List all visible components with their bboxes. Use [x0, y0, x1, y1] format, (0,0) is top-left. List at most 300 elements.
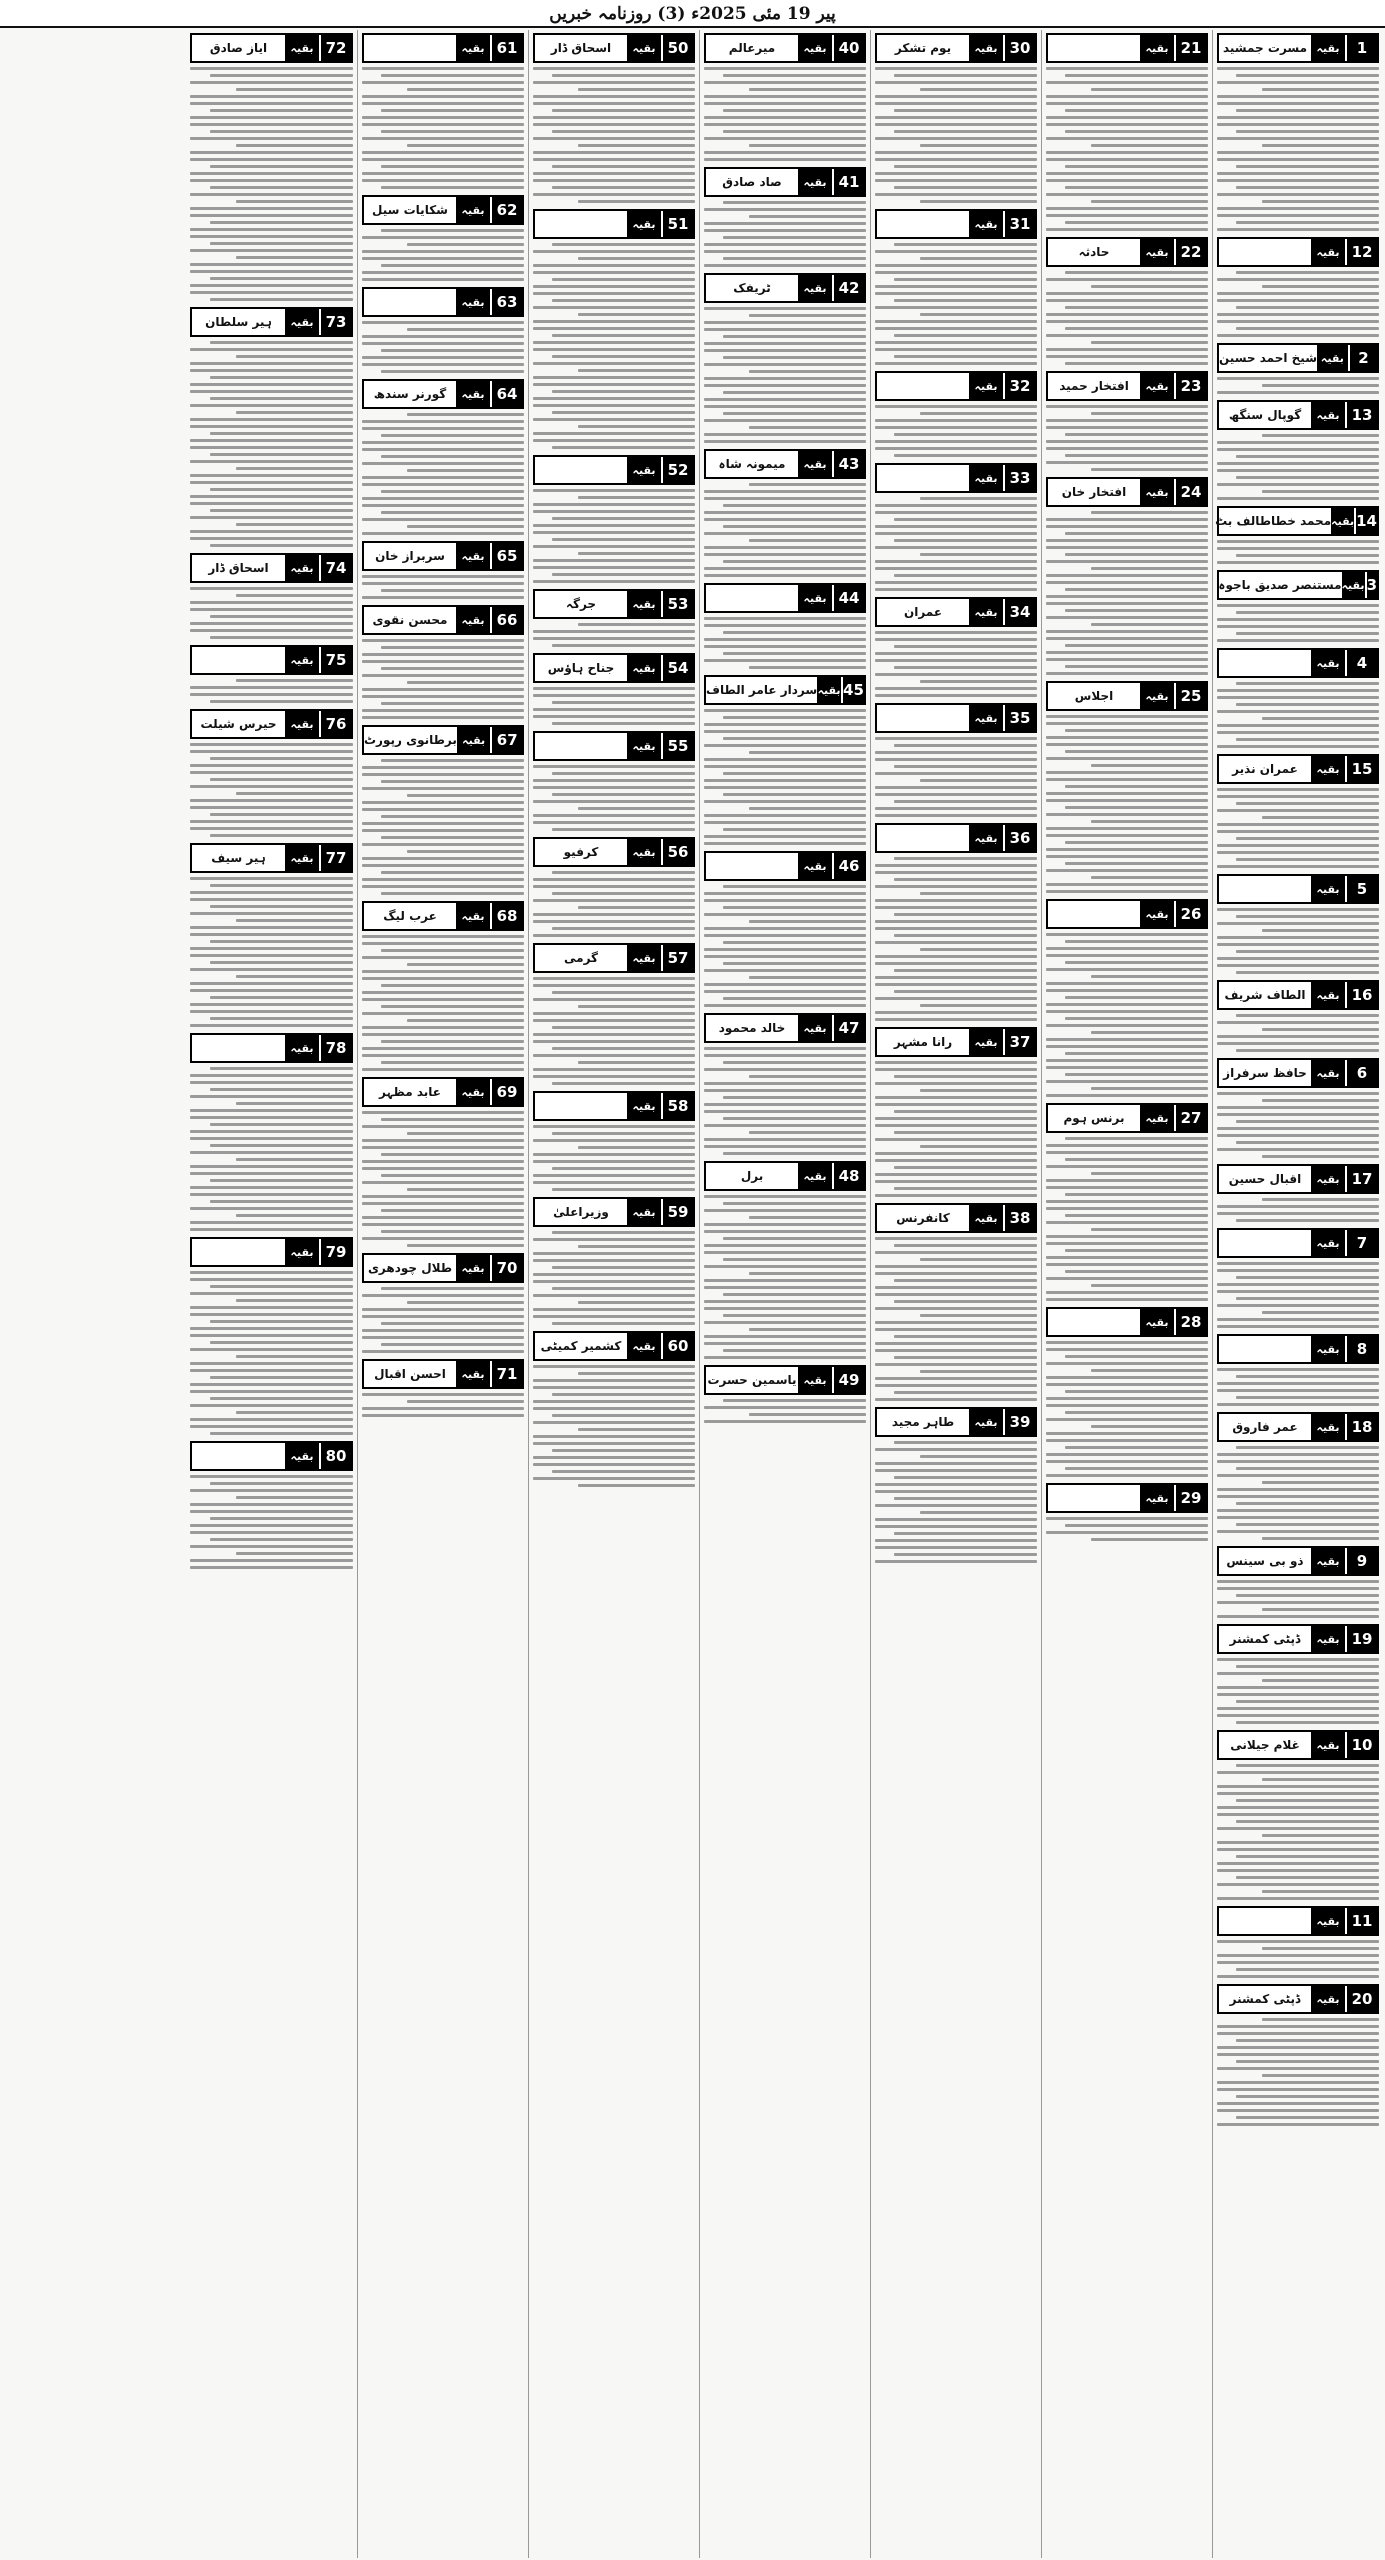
text-line	[704, 948, 866, 951]
text-line	[704, 243, 866, 246]
text-line	[875, 1448, 1037, 1451]
text-line	[1217, 788, 1379, 791]
continuation-block	[875, 209, 1037, 365]
text-line	[920, 412, 1037, 415]
text-line	[704, 709, 866, 712]
continuation-title: افتخار خان	[1061, 485, 1127, 499]
body-text	[704, 1399, 866, 1423]
text-line	[894, 454, 1037, 457]
continuation-number: 3	[1367, 572, 1377, 598]
text-line	[875, 1518, 1037, 1521]
text-line	[1217, 1658, 1379, 1661]
continuation-title: جرگہ	[565, 597, 597, 611]
text-line	[894, 969, 1037, 972]
text-line	[1217, 809, 1379, 812]
continuation-number: 31	[1005, 211, 1035, 237]
text-line	[407, 525, 524, 528]
text-line	[533, 1386, 695, 1389]
text-line	[875, 673, 1037, 676]
text-line	[210, 1517, 353, 1520]
text-line	[190, 530, 353, 533]
text-line	[1217, 151, 1379, 154]
text-line	[875, 179, 1037, 182]
baqia-label: بقیہ	[1311, 1414, 1347, 1440]
text-line	[190, 67, 353, 70]
text-line	[704, 532, 866, 535]
text-line	[894, 1391, 1037, 1394]
text-line	[362, 95, 524, 98]
text-line	[1065, 327, 1208, 330]
text-line	[552, 1449, 695, 1452]
text-line	[1065, 1270, 1208, 1273]
text-line	[723, 1096, 866, 1099]
baqia-label: بقیہ	[1311, 402, 1347, 428]
continuation-number: 45	[843, 677, 864, 703]
text-line	[875, 158, 1037, 161]
text-line	[875, 694, 1037, 697]
text-line	[210, 242, 353, 245]
text-line	[1046, 651, 1208, 654]
text-line	[362, 1294, 524, 1297]
text-line	[704, 1047, 866, 1050]
text-line	[552, 1082, 695, 1085]
text-line	[875, 899, 1037, 902]
text-line	[533, 292, 695, 295]
text-line	[1217, 844, 1379, 847]
continuation-block	[533, 1197, 695, 1325]
text-line	[210, 778, 353, 781]
text-line	[1065, 362, 1208, 365]
text-line	[362, 808, 524, 811]
text-line	[362, 596, 524, 599]
text-line	[190, 1271, 353, 1274]
text-line	[362, 1139, 524, 1142]
text-line	[190, 1475, 353, 1478]
text-line	[1217, 1714, 1379, 1717]
text-line	[1065, 785, 1208, 788]
baqia-label: بقیہ	[1311, 876, 1347, 902]
text-line	[723, 1237, 866, 1240]
text-line	[894, 109, 1037, 112]
continuation-number: 54	[663, 655, 693, 681]
text-line	[704, 1342, 866, 1345]
text-line	[533, 1174, 695, 1177]
body-text	[533, 623, 695, 647]
text-line	[1046, 1242, 1208, 1245]
text-line	[1236, 165, 1379, 168]
text-line	[210, 813, 353, 816]
continuation-title	[1219, 1908, 1311, 1934]
text-line	[875, 1180, 1037, 1183]
text-line	[1217, 193, 1379, 196]
continuation-number: 66	[492, 607, 522, 633]
text-line	[1046, 419, 1208, 422]
text-line	[704, 1124, 866, 1127]
text-line	[552, 871, 695, 874]
text-line	[875, 758, 1037, 761]
text-line	[1065, 644, 1208, 647]
text-line	[533, 1238, 695, 1241]
text-line	[1046, 581, 1208, 584]
text-line	[1236, 611, 1379, 614]
text-line	[362, 857, 524, 860]
text-line	[210, 544, 353, 547]
continuation-block	[362, 33, 524, 189]
text-line	[1217, 2053, 1379, 2056]
text-line	[894, 1497, 1037, 1500]
text-line	[362, 1237, 524, 1240]
text-line	[1217, 448, 1379, 451]
text-line	[1262, 2074, 1379, 2077]
text-line	[1217, 81, 1379, 84]
text-line	[236, 1355, 353, 1358]
text-line	[362, 483, 524, 486]
text-line	[362, 321, 524, 324]
body-text	[1046, 1341, 1208, 1477]
text-line	[1217, 1672, 1379, 1675]
text-line	[723, 906, 866, 909]
text-line	[190, 1425, 353, 1428]
baqia-label: بقیہ	[969, 825, 1005, 851]
text-line	[875, 1194, 1037, 1197]
text-line	[1217, 1488, 1379, 1491]
text-line	[1217, 469, 1379, 472]
text-line	[1091, 623, 1208, 626]
text-line	[1065, 1073, 1208, 1076]
continuation-title: جناح ہاؤس	[547, 661, 615, 675]
baqia-label: بقیہ	[1311, 1626, 1347, 1652]
text-line	[533, 383, 695, 386]
continuation-block	[704, 1013, 866, 1155]
continuation-block	[362, 901, 524, 1071]
text-line	[362, 1068, 524, 1071]
text-line	[875, 588, 1037, 591]
text-line	[190, 481, 353, 484]
text-line	[1065, 1467, 1208, 1470]
text-line	[210, 1432, 353, 1435]
text-line	[362, 420, 524, 423]
text-line	[533, 1308, 695, 1311]
text-line	[704, 1138, 866, 1141]
text-line	[533, 327, 695, 330]
text-line	[190, 516, 353, 519]
continuation-number: 8	[1347, 1336, 1377, 1362]
text-line	[1217, 158, 1379, 161]
text-line	[1217, 1862, 1379, 1865]
body-text	[362, 229, 524, 281]
text-line	[533, 934, 695, 937]
text-line	[1217, 102, 1379, 105]
continuation-header	[362, 541, 524, 571]
body-text	[875, 631, 1037, 697]
text-line	[1065, 306, 1208, 309]
text-line	[1217, 1092, 1379, 1095]
continuation-block	[1046, 1103, 1208, 1301]
baqia-label: بقیہ	[456, 903, 492, 929]
text-line	[190, 1369, 353, 1372]
text-line	[1217, 1205, 1379, 1208]
text-line	[190, 1137, 353, 1140]
text-line	[1262, 1947, 1379, 1950]
text-line	[704, 1244, 866, 1247]
text-line	[875, 193, 1037, 196]
text-line	[1046, 334, 1208, 337]
text-line	[875, 264, 1037, 267]
continuation-title	[1048, 35, 1140, 61]
text-line	[1046, 813, 1208, 816]
body-text	[1217, 682, 1379, 748]
text-line	[210, 509, 353, 512]
text-line	[190, 193, 353, 196]
body-text	[190, 679, 353, 703]
text-line	[1065, 806, 1208, 809]
baqia-label: بقیہ	[969, 373, 1005, 399]
text-line	[1046, 933, 1208, 936]
text-line	[1236, 271, 1379, 274]
body-text	[875, 1441, 1037, 1563]
text-line	[723, 560, 866, 563]
text-line	[875, 652, 1037, 655]
body-text	[704, 709, 866, 845]
text-line	[875, 504, 1037, 507]
text-line	[1046, 214, 1208, 217]
text-line	[704, 250, 866, 253]
text-line	[362, 1026, 524, 1029]
text-line	[381, 511, 524, 514]
continuation-block	[875, 463, 1037, 591]
body-text	[1217, 604, 1379, 642]
text-line	[533, 559, 695, 562]
text-line	[533, 1019, 695, 1022]
text-line	[210, 186, 353, 189]
text-line	[362, 1350, 524, 1353]
text-line	[1217, 1897, 1379, 1900]
text-line	[1217, 441, 1379, 444]
text-line	[533, 1012, 695, 1015]
baqia-label: بقیہ	[456, 543, 492, 569]
text-line	[1217, 639, 1379, 642]
text-line	[1046, 461, 1208, 464]
text-line	[190, 1186, 353, 1189]
text-line	[920, 200, 1037, 203]
baqia-label: بقیہ	[1317, 345, 1350, 371]
text-line	[1046, 855, 1208, 858]
text-line	[1236, 1276, 1379, 1279]
text-line	[875, 1307, 1037, 1310]
text-line	[1065, 996, 1208, 999]
body-text	[1217, 1446, 1379, 1540]
continuation-header	[1046, 1103, 1208, 1133]
text-line	[894, 857, 1037, 860]
continuation-title: حادثہ	[1078, 245, 1110, 259]
text-line	[552, 1470, 695, 1473]
text-line	[210, 615, 353, 618]
text-line	[1262, 1834, 1379, 1837]
text-line	[533, 1181, 695, 1184]
text-line	[1046, 447, 1208, 450]
text-line	[407, 681, 524, 684]
text-line	[1236, 1141, 1379, 1144]
text-line	[533, 1054, 695, 1057]
text-line	[1046, 1291, 1208, 1294]
text-line	[552, 186, 695, 189]
continuation-block	[704, 1161, 866, 1359]
text-line	[1046, 1010, 1208, 1013]
baqia-label: بقیہ	[1311, 756, 1347, 782]
text-line	[704, 1406, 866, 1409]
text-line	[381, 1061, 524, 1064]
text-line	[210, 1397, 353, 1400]
text-line	[920, 1004, 1037, 1007]
text-line	[533, 1160, 695, 1163]
baqia-label: بقیہ	[969, 1409, 1005, 1435]
body-text	[533, 243, 695, 449]
text-line	[875, 1321, 1037, 1324]
text-line	[1065, 186, 1208, 189]
text-line	[1217, 1148, 1379, 1151]
body-text	[190, 743, 353, 837]
text-line	[875, 962, 1037, 965]
text-line	[1046, 890, 1208, 893]
text-line	[1262, 717, 1379, 720]
continuation-number: 15	[1347, 756, 1377, 782]
continuation-number: 22	[1176, 239, 1206, 265]
text-line	[875, 1293, 1037, 1296]
text-line	[1217, 1113, 1379, 1116]
continuation-block	[533, 33, 695, 203]
text-line	[894, 645, 1037, 648]
text-line	[190, 214, 353, 217]
body-text	[362, 1111, 524, 1247]
continuation-title: مستنصر صدیق باجوہ	[1218, 578, 1342, 592]
continuation-title	[535, 1093, 627, 1119]
text-line	[704, 779, 866, 782]
text-line	[1217, 908, 1379, 911]
text-line	[362, 257, 524, 260]
text-line	[362, 116, 524, 119]
text-line	[1046, 602, 1208, 605]
text-line	[381, 1287, 524, 1290]
text-line	[875, 546, 1037, 549]
text-line	[1046, 1263, 1208, 1266]
text-line	[190, 1524, 353, 1527]
continuation-title: یاسمین حسرت	[707, 1373, 797, 1387]
text-line	[704, 638, 866, 641]
text-line	[749, 751, 866, 754]
continuation-title: محسن نقوی	[372, 613, 448, 627]
body-text	[190, 1475, 353, 1569]
text-line	[552, 109, 695, 112]
text-line	[210, 700, 353, 703]
text-line	[362, 123, 524, 126]
text-line	[920, 88, 1037, 91]
text-line	[236, 411, 353, 414]
text-line	[190, 362, 353, 365]
baqia-label: بقیہ	[627, 35, 663, 61]
continuation-title	[1219, 1230, 1311, 1256]
body-text	[362, 759, 524, 895]
body-text	[1217, 1092, 1379, 1158]
baqia-label: بقیہ	[627, 839, 663, 865]
continuation-block	[704, 851, 866, 1007]
text-line	[875, 772, 1037, 775]
baqia-label: بقیہ	[798, 1015, 834, 1041]
body-text	[362, 1393, 524, 1417]
text-line	[190, 785, 353, 788]
text-line	[362, 1393, 524, 1396]
continuation-number: 59	[663, 1199, 693, 1225]
text-line	[1046, 1235, 1208, 1238]
body-text	[533, 489, 695, 583]
text-line	[875, 172, 1037, 175]
text-line	[1046, 1460, 1208, 1463]
continuation-number: 16	[1347, 982, 1377, 1008]
text-line	[920, 1370, 1037, 1373]
text-line	[362, 1167, 524, 1170]
continuation-title: حافظ سرفراز	[1223, 1066, 1307, 1080]
text-line	[894, 518, 1037, 521]
text-line	[381, 871, 524, 874]
text-line	[723, 335, 866, 338]
baqia-label: بقیہ	[1140, 239, 1176, 265]
body-text	[533, 1365, 695, 1487]
text-line	[1236, 476, 1379, 479]
text-line	[190, 348, 353, 351]
text-line	[1217, 830, 1379, 833]
text-line	[533, 1139, 695, 1142]
text-line	[1217, 2102, 1379, 2105]
text-line	[894, 666, 1037, 669]
continuation-title: عمران نذیر	[1232, 762, 1298, 776]
text-line	[190, 390, 353, 393]
baqia-label: بقیہ	[1311, 1230, 1347, 1256]
continuation-block	[190, 1237, 353, 1435]
baqia-label: بقیہ	[285, 35, 321, 61]
text-line	[875, 362, 1037, 365]
text-line	[1046, 172, 1208, 175]
text-line	[190, 270, 353, 273]
text-line	[362, 1329, 524, 1332]
text-line	[1236, 1396, 1379, 1399]
text-line	[1046, 771, 1208, 774]
text-line	[704, 553, 866, 556]
continuation-title: کرفیو	[563, 845, 599, 859]
text-line	[920, 1258, 1037, 1261]
baqia-label: بقیہ	[1311, 1060, 1347, 1086]
text-line	[1046, 1186, 1208, 1189]
continuation-title: ہیر سلطان	[205, 315, 272, 329]
text-line	[552, 644, 695, 647]
continuation-number: 24	[1176, 479, 1206, 505]
continuation-block	[1217, 237, 1379, 337]
text-line	[1046, 595, 1208, 598]
text-line	[1046, 137, 1208, 140]
text-line	[1236, 1799, 1379, 1802]
text-line	[723, 652, 866, 655]
continuation-number: 72	[321, 35, 351, 61]
text-line	[1065, 1052, 1208, 1055]
baqia-label: بقیہ	[1140, 1309, 1176, 1335]
text-line	[894, 934, 1037, 937]
text-line	[1217, 865, 1379, 868]
continuation-block	[533, 731, 695, 831]
text-line	[578, 1005, 695, 1008]
text-line	[749, 88, 866, 91]
text-line	[704, 222, 866, 225]
text-line	[362, 977, 524, 980]
continuation-title	[1048, 1309, 1140, 1335]
continuation-title: عرب لیگ	[383, 909, 437, 923]
